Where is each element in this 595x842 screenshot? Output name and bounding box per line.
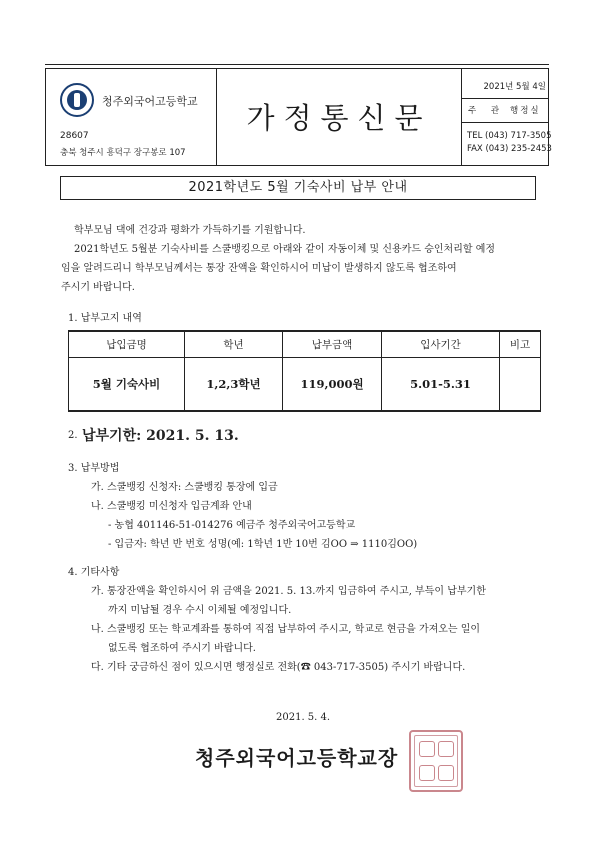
note-a-line-2: 까지 미납될 경우 수시 이체될 예정입니다. bbox=[108, 605, 292, 616]
principal-signature: 청주외국어고등학교장 bbox=[195, 746, 399, 770]
intro-line-1: 2021학년도 5월분 기숙사비를 스쿨뱅킹으로 아래와 같이 자동이체 및 신용카드 승인처리할 예정 bbox=[74, 244, 496, 255]
table-cell-grade: 1,2,3학년 bbox=[185, 358, 283, 412]
depositor-format: - 입금자: 학년 반 번호 성명(예: 1학년 1반 10번 김OO ⇒ 1110김OO) bbox=[108, 539, 418, 550]
table-cell-fee-name: 5월 기숙사비 bbox=[69, 358, 185, 412]
intro-line-3: 주시기 바랍니다. bbox=[61, 282, 135, 293]
column-header: 납부금액 bbox=[283, 331, 382, 358]
tel-number: TEL (043) 717-3505 bbox=[467, 131, 552, 141]
column-header: 비고 bbox=[500, 331, 541, 358]
school-logo-icon bbox=[60, 83, 94, 117]
issue-info bbox=[462, 69, 552, 165]
column-header: 학년 bbox=[185, 331, 283, 358]
table-cell-note bbox=[500, 358, 541, 412]
postal-code: 28607 bbox=[60, 131, 89, 141]
fee-table bbox=[68, 330, 541, 412]
column-header: 입사기간 bbox=[382, 331, 500, 358]
payment-deadline: 납부기한: 2021. 5. 13. bbox=[82, 428, 239, 444]
newsletter-title-cell bbox=[216, 69, 462, 165]
section-1-heading: 1. 납부고지 내역 bbox=[68, 313, 142, 324]
issue-date: 2021년 5월 4일 bbox=[483, 82, 546, 92]
official-seal-icon bbox=[409, 730, 463, 792]
note-b-line-1: 나. 스쿨뱅킹 또는 학교계좌를 통하여 직접 납부하여 주시고, 학교로 현금을 가져오는 일이 bbox=[91, 624, 481, 635]
section-3-heading: 3. 납부방법 bbox=[68, 463, 120, 474]
table-cell-period: 5.01-5.31 bbox=[382, 358, 500, 412]
note-c: 다. 기타 궁금하신 점이 있으시면 행정실로 전화(☎ 043-717-3505) 주시기 바랍니다. bbox=[91, 662, 466, 673]
payment-method-a: 가. 스쿨뱅킹 신청자: 스쿨뱅킹 통장에 입금 bbox=[91, 482, 278, 493]
school-info bbox=[46, 69, 216, 165]
column-header: 납입금명 bbox=[69, 331, 185, 358]
table-cell-amount: 119,000원 bbox=[283, 358, 382, 412]
letterhead bbox=[45, 68, 552, 166]
school-name: 청주외국어고등학교 bbox=[102, 95, 198, 108]
top-rule bbox=[45, 64, 549, 65]
bank-account: - 농협 401146-51-014276 예금주 청주외국어고등학교 bbox=[108, 520, 356, 531]
intro-line-2: 임을 알려드리니 학부모님께서는 통장 잔액을 확인하시어 미납이 발생하지 않도록 협조하여 bbox=[61, 263, 457, 274]
newsletter-title: 가정통신문 bbox=[246, 101, 432, 135]
table-row bbox=[69, 358, 541, 412]
section-4-heading: 4. 기타사항 bbox=[68, 567, 120, 578]
dept-value: 행정실 bbox=[510, 106, 541, 116]
fax-number: FAX (043) 235-2453 bbox=[467, 144, 552, 154]
table-header-row bbox=[69, 331, 541, 358]
greeting: 학부모님 댁에 건강과 평화가 가득하기를 기원합니다. bbox=[74, 225, 306, 236]
section-2-number: 2. bbox=[68, 430, 78, 441]
school-address: 충북 청주시 흥덕구 장구봉로 107 bbox=[60, 148, 186, 158]
payment-method-b: 나. 스쿨뱅킹 미신청자 입금계좌 안내 bbox=[91, 501, 252, 512]
subject-title: 2021학년도 5월 기숙사비 납부 안내 bbox=[60, 176, 536, 200]
note-b-line-2: 없도록 협조하여 주시기 바랍니다. bbox=[108, 643, 256, 654]
footer-date: 2021. 5. 4. bbox=[276, 712, 331, 723]
note-a-line-1: 가. 통장잔액을 확인하시어 위 금액을 2021. 5. 13.까지 입금하여 주시고, 부득이 납부기한 bbox=[91, 586, 486, 597]
dept-label: 주 관 bbox=[468, 106, 506, 116]
